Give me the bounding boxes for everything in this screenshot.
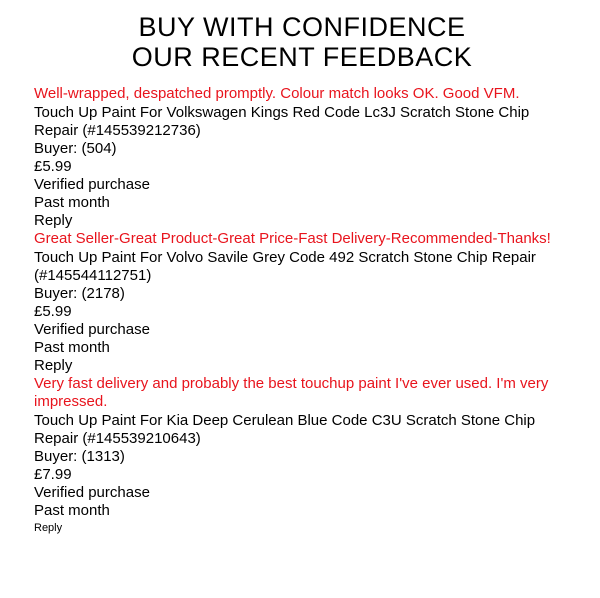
feedback-list	[34, 85, 570, 536]
reply-link[interactable]: Reply	[34, 212, 73, 229]
verified-purchase-badge: Verified purchase	[34, 176, 150, 193]
verified-purchase-badge: Verified purchase	[34, 484, 150, 501]
list-item	[34, 230, 570, 375]
verified-purchase-badge: Verified purchase	[34, 321, 150, 338]
feedback-comment: Very fast delivery and probably the best touchup paint I've ever used. I'm very impressed.	[34, 375, 549, 410]
feedback-price: £5.99	[34, 303, 72, 320]
list-item	[34, 375, 570, 536]
feedback-comment: Great Seller-Great Product-Great Price-Fast Delivery-Recommended-Thanks!	[34, 230, 551, 247]
page-title-line-1: BUY WITH CONFIDENCE	[138, 12, 466, 42]
feedback-item-title: Touch Up Paint For Kia Deep Cerulean Blue Code C3U Scratch Stone Chip Repair (#145539210643)	[34, 412, 536, 447]
feedback-buyer: Buyer: (2178)	[34, 285, 125, 302]
feedback-price: £5.99	[34, 158, 72, 175]
reply-link[interactable]: Reply	[34, 357, 73, 374]
page-title	[34, 12, 570, 72]
reply-link[interactable]: Reply	[34, 522, 63, 534]
feedback-timestamp: Past month	[34, 502, 110, 519]
list-item	[34, 85, 570, 230]
feedback-buyer: Buyer: (1313)	[34, 448, 125, 465]
feedback-comment: Well-wrapped, despatched promptly. Colour match looks OK. Good VFM.	[34, 85, 520, 102]
feedback-timestamp: Past month	[34, 339, 110, 356]
feedback-timestamp: Past month	[34, 194, 110, 211]
feedback-item-title: Touch Up Paint For Volvo Savile Grey Code 492 Scratch Stone Chip Repair (#145544112751)	[34, 249, 536, 284]
page-title-line-2: OUR RECENT FEEDBACK	[131, 42, 473, 72]
feedback-item-title: Touch Up Paint For Volkswagen Kings Red Code Lc3J Scratch Stone Chip Repair (#145539212736)	[34, 104, 530, 139]
feedback-buyer: Buyer: (504)	[34, 140, 117, 157]
feedback-price: £7.99	[34, 466, 72, 483]
